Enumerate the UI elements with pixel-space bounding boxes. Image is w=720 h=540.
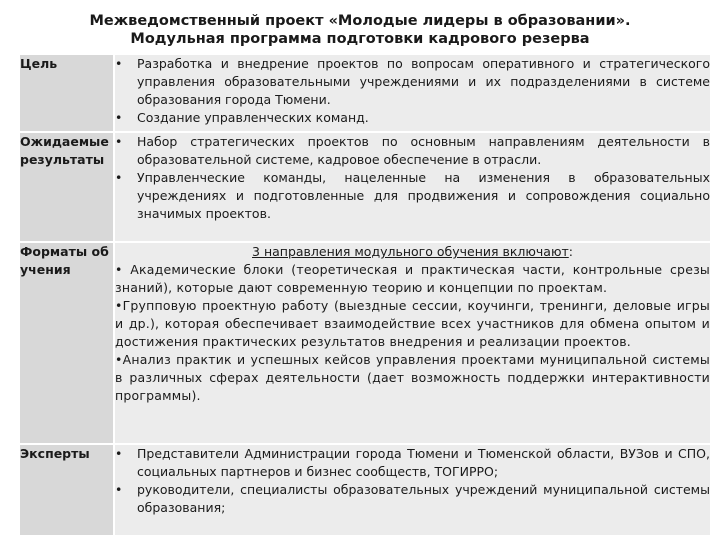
list-item: • Создание управленческих команд. bbox=[115, 109, 710, 127]
row-content-experts bbox=[114, 444, 710, 535]
list-item: • Управленческие команды, нацеленные на изменения в образовательных учреждениях и подготовленные для продвижения и сопровождения социально значимых проектов. bbox=[115, 169, 710, 223]
row-label-formats bbox=[20, 242, 114, 444]
formats-heading bbox=[115, 243, 710, 261]
formats-paragraph: • Академические блоки (теоретическая и практическая части, контрольные срезы знаний), которые дают современную теорию и концепции по проектам. bbox=[115, 262, 710, 295]
table-row-goal bbox=[20, 55, 710, 132]
row-content-formats bbox=[114, 242, 710, 444]
program-table bbox=[20, 55, 710, 535]
title-line-1: Межведомственный проект «Молодые лидеры в образовании». bbox=[89, 13, 631, 29]
table-row-formats bbox=[20, 242, 710, 444]
row-label-text: Эксперты bbox=[20, 446, 90, 461]
row-label-goal: Цель bbox=[20, 55, 114, 132]
row-label-results bbox=[20, 132, 114, 242]
formats-heading-text: 3 направления модульного обучения включают bbox=[252, 244, 569, 259]
table-row-experts bbox=[20, 444, 710, 535]
row-label-text: Форматы обучения bbox=[20, 244, 109, 277]
formats-heading-colon: : bbox=[568, 244, 573, 259]
formats-paragraph: •Анализ практик и успешных кейсов управления проектами муниципальной системы в различных сферах деятельности (дает возможность поддержки интерактивности программы). bbox=[115, 352, 710, 403]
row-label-text: Ожидаемые результаты bbox=[20, 134, 109, 167]
row-content-results bbox=[114, 132, 710, 242]
list-item: • руководители, специалисты образовательных учреждений муниципальной системы образования; bbox=[115, 481, 710, 517]
formats-paragraph: •Групповую проектную работу (выездные сессии, коучинги, тренинги, деловые игры и др.), которая обеспечивает взаимодействие всех участников для обмена опытом и достижения практических результатов внедрения и реализации проектов. bbox=[115, 298, 710, 349]
title-line-2: Модульная программа подготовки кадрового резерва bbox=[130, 31, 590, 47]
list-item: • Представители Администрации города Тюмени и Тюменской области, ВУЗов и СПО, социальных партнеров и бизнес сообществ, ТОГИРРО; bbox=[115, 445, 710, 481]
list-item: • Набор стратегических проектов по основным направлениям деятельности в образовательной системе, кадровое обеспечение в отрасли. bbox=[115, 133, 710, 169]
page-title bbox=[0, 12, 720, 48]
list-item: • Разработка и внедрение проектов по вопросам оперативного и стратегического управления образовательными учреждениями и их подразделениями в системе образования города Тюмени. bbox=[115, 55, 710, 109]
row-label-experts bbox=[20, 444, 114, 535]
table-row-results bbox=[20, 132, 710, 242]
row-content-goal bbox=[114, 55, 710, 132]
